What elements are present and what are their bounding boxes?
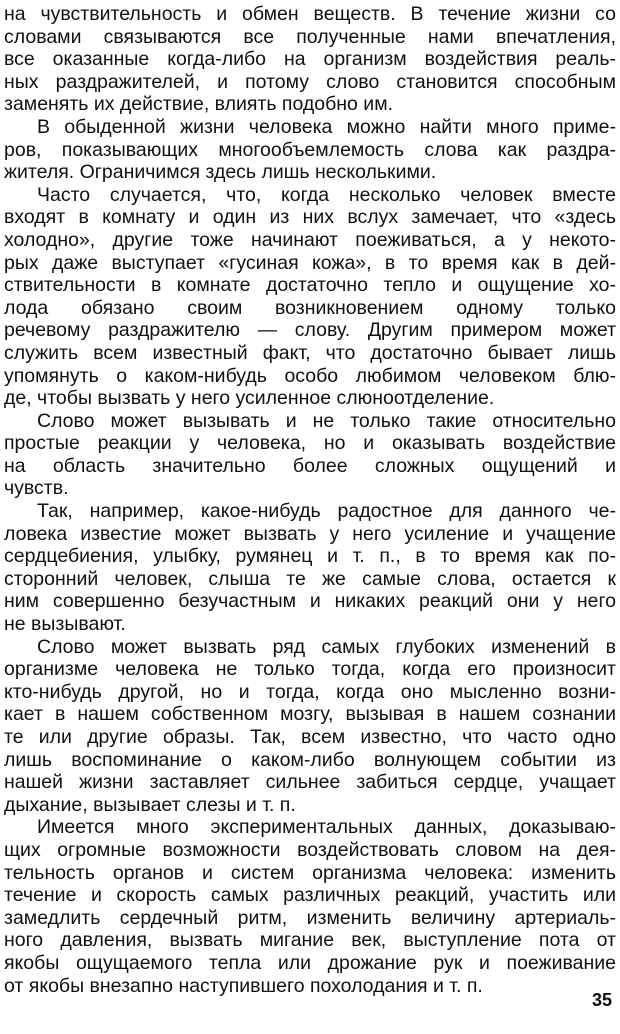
page-number: 35 bbox=[591, 990, 612, 1010]
text-line: ствительности в комнате достаточно тепло и ощущение хо- bbox=[4, 274, 616, 297]
text-line: холодно», другие тоже начинают поеживаться, а у некото- bbox=[4, 228, 616, 251]
page-body bbox=[4, 3, 616, 997]
text-line: Часто случается, что, когда несколько человек вместе bbox=[37, 183, 616, 206]
text-line: ров, показывающих многообъемлемость слова как раздра- bbox=[4, 138, 616, 161]
paragraph bbox=[4, 184, 616, 410]
text-line: заменять их действие, влиять подобно им. bbox=[4, 93, 394, 116]
text-line: кает в нашем собственном мозгу, вызывая в нашем сознании bbox=[4, 703, 616, 726]
text-line: дыхание, вызывает слезы и т. п. bbox=[4, 793, 296, 816]
text-line: речевому раздражителю — слову. Другим примером может bbox=[4, 319, 616, 342]
text-line: щих огромные возможности воздействовать словом на дея- bbox=[4, 838, 616, 861]
text-line: служить всем известный факт, что достаточно бывает лишь bbox=[4, 341, 616, 364]
text-line: де, чтобы вызвать у него усиленное слюноотделение. bbox=[4, 387, 495, 410]
paragraph bbox=[4, 500, 616, 636]
text-line: не вызывают. bbox=[4, 613, 126, 636]
text-line: на область значительно более сложных ощущений и bbox=[4, 454, 616, 477]
paragraph bbox=[4, 636, 616, 817]
text-line: нашей жизни заставляет сильнее забиться сердце, учащает bbox=[4, 771, 616, 794]
text-line: жителя. Ограничимся здесь лишь несколькими. bbox=[4, 161, 437, 184]
text-line: словами связываются все полученные нами впечатления, bbox=[4, 25, 616, 48]
paragraph bbox=[4, 410, 616, 500]
text-line: простые реакции у человека, но и оказывать воздействие bbox=[4, 432, 616, 455]
text-line: В обыденной жизни человека можно найти много приме- bbox=[37, 115, 616, 138]
text-line: ловека известие может вызвать у него усиление и учащение bbox=[4, 522, 616, 545]
text-line: те или другие образы. Так, всем известно, что часто одно bbox=[4, 726, 616, 748]
paragraph bbox=[4, 3, 616, 116]
text-line: Слово может вызывать и не только такие относительно bbox=[37, 409, 616, 432]
text-line: Имеется много экспериментальных данных, доказываю- bbox=[37, 816, 616, 839]
text-line: входят в комнату и один из них вслух замечает, что «здесь bbox=[4, 206, 616, 229]
text-line: сердцебиения, улыбку, румянец и т. п., в то время как по- bbox=[4, 545, 616, 568]
text-line: рых даже выступает «гусиная кожа», в то время как в дей- bbox=[4, 251, 616, 274]
text-line: от якобы внезапно наступившего похолодания и т. п. bbox=[4, 974, 483, 997]
text-line: замедлить сердечный ритм, изменить величину артериаль- bbox=[4, 906, 616, 929]
text-line: сторонний человек, слыша те же самые слова, остается к bbox=[4, 567, 616, 590]
text-line: ных раздражителей, и потому слово становится способным bbox=[4, 70, 616, 93]
text-line: лишь воспоминание о каком-либо волнующем событии из bbox=[4, 748, 616, 771]
text-line: организме человека не только тогда, когда его произносит bbox=[4, 658, 616, 681]
text-line: чувств. bbox=[4, 477, 69, 500]
text-line: кто-нибудь другой, но и тогда, когда оно мысленно возни- bbox=[4, 680, 616, 703]
text-line: течение и скорость самых различных реакций, участить или bbox=[4, 884, 616, 907]
text-line: лода обязано своим возникновением одному только bbox=[4, 296, 616, 319]
text-line: якобы ощущаемого тепла или дрожание рук и поеживание bbox=[4, 951, 616, 974]
paragraph bbox=[4, 116, 616, 184]
text-line: упомянуть о каком-нибудь особо любимом человеком блю- bbox=[4, 364, 616, 387]
text-line: все оказанные когда-либо на организм воздействия реаль- bbox=[4, 48, 616, 71]
text-line: на чувствительность и обмен веществ. В течение жизни со bbox=[4, 3, 616, 25]
text-line: ного давления, вызвать мигание век, выступление пота от bbox=[4, 929, 616, 952]
text-line: Слово может вызвать ряд самых глубоких изменений в bbox=[37, 635, 616, 658]
text-line: тельность органов и систем организма человека: изменить bbox=[4, 861, 616, 884]
text-line: ним совершенно безучастным и никаких реакций они у него bbox=[4, 590, 616, 613]
paragraph bbox=[4, 816, 616, 997]
text-line: Так, например, какое-нибудь радостное для данного че- bbox=[37, 500, 616, 523]
